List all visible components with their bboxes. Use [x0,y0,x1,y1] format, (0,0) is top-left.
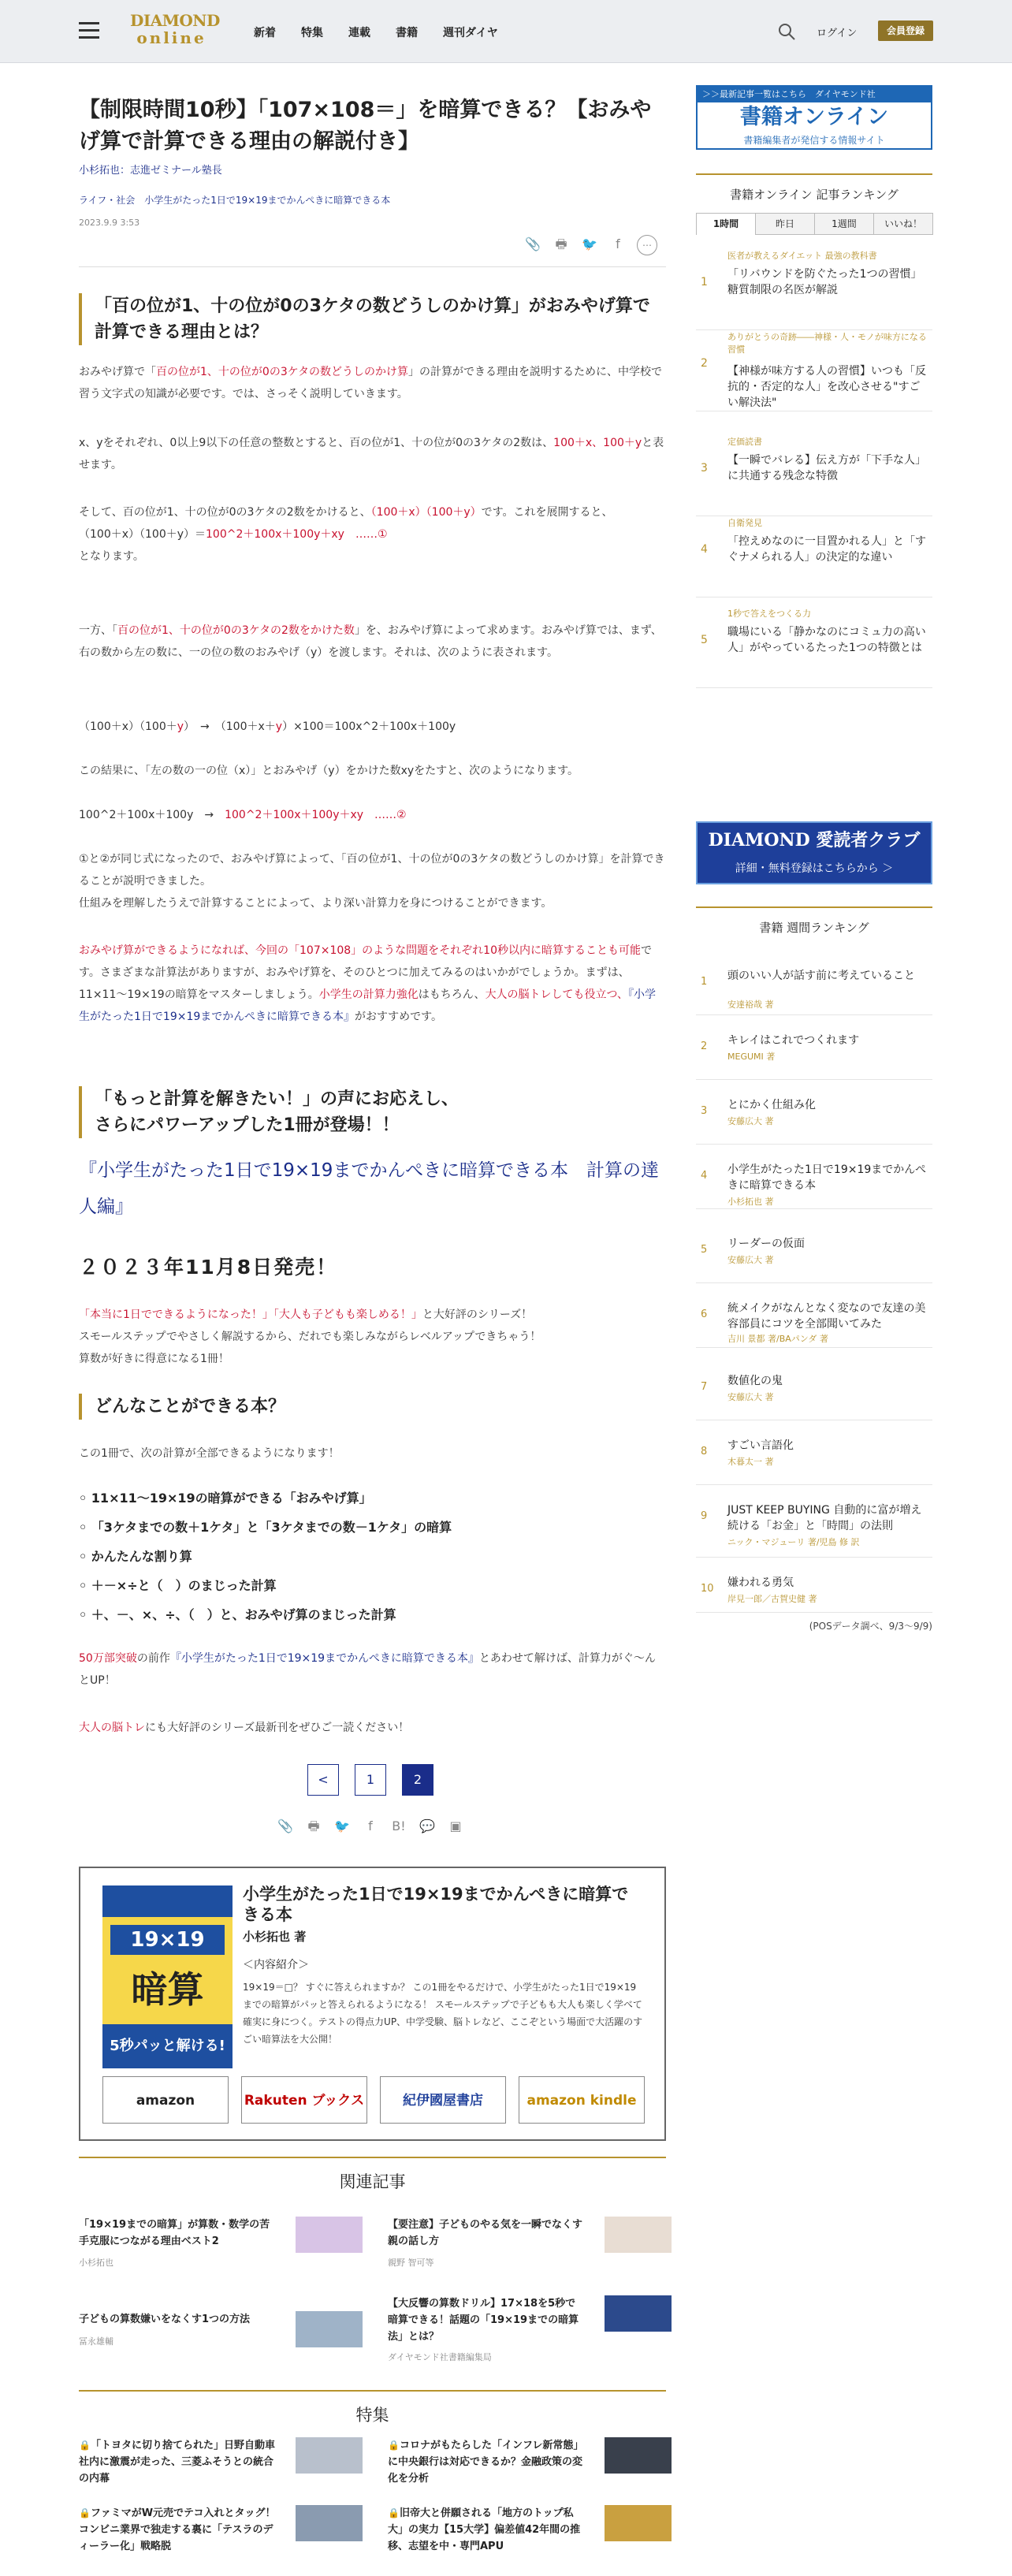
list-item: ◦ ＋、－、×、÷、（ ）と、おみやげ算のまじった計算 [79,1607,396,1622]
readers-club-banner[interactable]: DIAMOND 愛読者クラブ 詳細・無料登録はこちらから ＞ [696,821,932,884]
lock-icon: 🔒 [79,2507,91,2518]
book-description: 19×19＝□？ すぐに答えられますか？ この1冊をやるだけで、小学生がたった1日で19×19までの暗算がパッと答えられるようになる！ スモールステップで子どもも大人も楽しく学べて確実に身につく。テストの得点力UP、中学受験、脳トレなど、ここぞという場面で大活躍のすごい暗算法を大公開！ [243,1982,643,2045]
article-title: 【制限時間10秒】「107×108＝」を暗算できる？【おみやげ算で計算できる理由の解説付き】 [79,98,652,154]
kinokuniya-button[interactable]: 紀伊國屋書店 [380,2076,506,2124]
ranking-tabs [696,213,932,235]
tab-yesterday[interactable]: 昨日 [755,213,815,235]
more-icon[interactable]: ⋯ [637,235,657,255]
ranking-item[interactable]: 4 自衛発見 「控えめなのに一目置かれる人」と「すぐナメられる人」の決定的な違い [696,516,932,597]
paragraph: 一方、「百の位が1、十の位が0の3ケタの2数をかけた数」を、おみやげ算によって求めます。おみやげ算では、まず、右の数から左の数に、一の位の数のおみやげ（y）を渡します。それは、次のように表されます。 [79,624,662,659]
section-heading: 「もっと計算を解きたい！」の声にお応えし、 さらにパワーアップした1冊が登場！！ [79,1086,666,1138]
feature-card[interactable]: 🔒ファミマがW元売でテコ入れとタッグ！コンビニ業界で独走する裏に「テスラのディーラー化」戦略脱 [79,2505,363,2576]
tab-1week[interactable]: 1週間 [814,213,874,235]
tab-1hour[interactable]: 1時間 [696,213,756,235]
ranking-item[interactable]: 1 医者が教えるダイエット 最強の教科書 「リバウンドを防ぐたった1つの習慣」糖質制限の名医が解説 [696,249,932,330]
book-author: 小杉拓也 著 [243,1930,307,1944]
book-link[interactable]: 『小学生がたった1日で19×19までかんぺきに暗算できる本』 [169,1652,479,1665]
signup-button[interactable]: 会員登録 [878,20,933,41]
nav-series[interactable]: 連載 [348,27,370,39]
search-icon[interactable] [777,22,796,41]
nav-new[interactable]: 新着 [254,27,276,39]
divider [79,266,666,267]
lock-icon: 🔒 [388,2507,400,2518]
book-ranking-item[interactable]: 8 すごい言語化 木暮太一 著 [696,1420,932,1485]
paragraph: おみやげ算ができるようになれば、今回の「107×108」のような問題をそれぞれ10秒以内に暗算することも可能です。さまざまな計算法がありますが、おみやげ算を、そのひとつに加えてみるのはいかがでしょうか。まずは、11×11～19×19の暗算をマスターしましょう。小学生の計算力強化はもちろん、大人の脳トレしても役立つ、『小学生がたった1日で19×19までかんぺきに暗算できる本』がおすすめです。 [79,944,657,1023]
print-icon[interactable]: 🖶 [307,1818,320,1833]
formula: 100^2＋100x＋100y → 100^2＋100x＋100y＋xy ……② [79,809,407,821]
feature-title: 特集 [355,2406,389,2425]
divider [79,2390,666,2392]
page-1-button[interactable]: 1 [355,1764,386,1796]
list-item: ◦ 11×11～19×19の暗算ができる「おみやげ算」 [79,1491,372,1506]
nav-weekly[interactable]: 週刊ダイヤ [443,27,498,39]
release-date: ２０２３年11月8日発売！ [79,1256,338,1279]
ranking-title: 書籍オンライン 記事ランキング [730,188,899,202]
twitter-icon[interactable]: 🐦 [334,1818,350,1833]
menu-icon[interactable] [79,22,99,39]
twitter-icon[interactable]: 🐦 [582,236,597,251]
ranking-item[interactable]: 2 ありがとうの奇跡――神様・人・モノが味方になる習慣 【神様が味方する人の習慣】いつも「反抗的・否定的な人」を改心させる"すごい解決法" [696,330,932,411]
paragraph: この結果に、「左の数の一の位（x）」とおみやげ（y）をかけた数xyをたすと、次のようになります。 [79,765,579,777]
rakuten-button[interactable]: Rakuten ブックス [241,2076,367,2124]
related-card[interactable]: 【要注意】子どものやる気を一瞬でなくす親の話し方 親野 智可等 [388,2217,672,2288]
global-nav [254,24,523,40]
book-title-link[interactable]: 『小学生がたった1日で19×19までかんぺきに暗算できる本 計算の達人編』 [79,1160,659,1217]
book-ranking-item[interactable]: 6 統メイクがなんとなく変なので友達の美容部員にコツを全部聞いてみた 吉川 景都 著/BAパンダ 著 [696,1283,932,1348]
line-icon[interactable]: 💬 [419,1818,435,1833]
list-item: ◦ ＋－×÷と（ ）のまじった計算 [79,1578,277,1593]
book-ranking-title: 書籍 週間ランキング [759,921,869,935]
pocket-icon[interactable]: ▣ [449,1818,462,1833]
site-header [0,0,1012,63]
divider [696,173,932,175]
book-ranking-item[interactable]: 4 小学生がたった1日で19×19までかんぺきに暗算できる本 小杉拓也 著 [696,1145,932,1209]
book-ranking-item[interactable]: 7 数値化の鬼 安藤広大 著 [696,1356,932,1420]
site-logo[interactable]: DIAMOND online [130,11,220,47]
feature-card[interactable]: 🔒コロナがもたらした「インフレ新常態」に中央銀行は対応できるか？金融政策の変化を分析 [388,2437,672,2508]
feature-card[interactable]: 🔒旧帝大と併願される「地方のトップ私大」の実力【15大学】偏差値42年間の推移、志望を中・専門APU [388,2505,672,2576]
lock-icon: 🔒 [79,2440,91,2451]
ranking-item[interactable]: 5 1秒で答えをつくる力 職場にいる「静かなのにコミュ力の高い人」がやっているたった1つの特徴とは [696,607,932,688]
page-2-button[interactable]: 2 [402,1764,433,1796]
book-ranking-item[interactable]: 1 頭のいい人が話す前に考えていること 安達裕哉 著 [696,951,932,1015]
paragraph: x、yをそれぞれ、0以上9以下の任意の整数とすると、百の位が1、十の位が0の3ケタの2数は、100＋x、100＋yと表せます。 [79,437,664,471]
ranking-item[interactable]: 3 定価読書 【一瞬でバレる】伝え方が「下手な人」に共通する残念な特徴 [696,435,932,516]
book-cover[interactable]: 19×19 暗算 5秒パッと解ける! [102,1885,233,2068]
paragraph: ①と②が同じ式になったので、おみやげ算によって、「百の位が1、十の位が0の3ケタの数どうしのかけ算」を計算できることが説明できました。 仕組みを理解したうえで計算することによって、より深い計算力を身につけることができます。 [79,853,665,910]
book-ranking-item[interactable]: 5 リーダーの仮面 安藤広大 著 [696,1219,932,1283]
tab-likes[interactable]: いいね！ [873,213,933,235]
paragraph: 「本当に1日でできるようになった！」「大人も子どもも楽しめる！」と大好評のシリーズ！ スモールステップでやさしく解説するから、だれでも楽しみながらレベルアップできちゃう！ 算数が好きに得意になる1冊！ [79,1308,541,1365]
book-ranking-item[interactable]: 9 JUST KEEP BUYING 自動的に富が増え続ける「お金」と「時間」の法則 ニック・マジューリ 著/児島 修 訳 [696,1485,932,1558]
facebook-icon[interactable]: f [368,1818,373,1833]
article-date: 2023.9.9 3:53 [79,218,140,228]
share-bar-bottom [276,1817,465,1836]
list-item: ◦ 「3ケタまでの数＋1ケタ」と「3ケタまでの数－1ケタ」の暗算 [79,1520,452,1535]
article-category[interactable]: ライフ・社会 小学生がたった1日で19×19までかんぺきに暗算できる本 [79,195,391,206]
lock-icon: 🔒 [388,2440,400,2451]
paragraph: 大人の脳トレにも大好評のシリーズ最新刊をぜひご一読ください！ [79,1722,410,1734]
article-author[interactable]: 小杉拓也：志進ゼミナール塾長 [79,165,222,177]
nav-books[interactable]: 書籍 [396,27,418,39]
feature-card[interactable]: 🔒「トヨタに切り捨てられた」日野自動車社内に激震が走った、三菱ふそうとの統合の内幕 [79,2437,363,2508]
facebook-icon[interactable]: f [616,236,620,251]
book-desc-label: ＜内容紹介＞ [243,1959,309,1971]
book-ranking-item[interactable]: 3 とにかく仕組み化 安藤広大 著 [696,1080,932,1145]
related-card[interactable]: 【大反響の算数ドリル】17×18を5秒で暗算できる！話題の「19×19までの暗算法」とは？ ダイヤモンド社書籍編集局 [388,2295,672,2366]
related-card[interactable]: 「19×19までの暗算」が算数・数学の苦手克服につながる理由ベスト2 小杉拓也 [79,2217,363,2288]
section-heading: どんなことができる本？ [79,1394,666,1420]
book-promo-box [79,1867,666,2141]
paragraph: おみやげ算で「百の位が1、十の位が0の3ケタの数どうしのかけ算」の計算ができる理由を説明するために、中学校で習う文字式の知識が必要です。では、さっそく説明していきます。 [79,366,663,400]
divider [79,2157,666,2158]
kindle-button[interactable]: amazon kindle [519,2076,645,2124]
pagination [307,1764,433,1796]
formula: （100＋x）（100＋y） → （100＋x＋y）×100＝100x^2＋100x＋100y [79,720,456,733]
clip-icon[interactable]: 📎 [277,1818,293,1833]
prev-page-button[interactable]: < [307,1764,339,1796]
paragraph: 50万部突破の前作『小学生がたった1日で19×19までかんぺきに暗算できる本』とあわせて解けば、計算力がぐ～んとUP！ [79,1652,656,1687]
book-online-banner[interactable]: ＞＞最新記事一覧はこちら ダイヤモンド社 書籍オンライン 書籍編集者が発信する情報サイト [696,85,932,150]
list-item: ◦ かんたんな割り算 [79,1549,192,1564]
share-bar-top [523,235,657,255]
store-buttons [102,2076,645,2124]
print-icon[interactable]: 🖶 [555,236,567,251]
login-link[interactable]: ログイン [817,28,858,39]
hatena-icon[interactable]: B! [392,1818,406,1833]
book-ranking-item[interactable]: 10 嫌われる勇気 岸見一郎／古賀史健 著 [696,1558,932,1613]
feature-list [79,1483,666,1629]
related-card[interactable]: 子どもの算数嫌いをなくす1つの方法 冨永雄輔 [79,2311,363,2382]
book-link[interactable]: 『小学生がたった1日で19×19までかんぺきに暗算できる本』 [79,988,657,1023]
book-ranking-item[interactable]: 2 キレイはこれでつくれます MEGUMI 著 [696,1015,932,1080]
nav-feature[interactable]: 特集 [301,27,323,39]
amazon-button[interactable]: amazon [102,2076,229,2124]
divider [696,906,932,908]
clip-icon[interactable]: 📎 [525,236,541,251]
section-heading: 「百の位が1、十の位が0の3ケタの数どうしのかけ算」がおみやげ算で計算できる理由とは？ [79,293,666,345]
paragraph: そして、百の位が1、十の位が0の3ケタの2数をかけると、（100＋x）（100＋y）です。これを展開すると、 （100＋x）（100＋y）＝100^2＋100x＋100y＋xy ……① となります。 [79,506,613,563]
pos-note: (POSデータ調べ、9/3～9/9) [809,1621,932,1632]
paragraph: この1冊で、次の計算が全部できるようになります！ [79,1447,340,1460]
book-title[interactable]: 小学生がたった1日で19×19までかんぺきに暗算できる本 [243,1885,629,1924]
related-title: 関連記事 [339,2172,406,2191]
